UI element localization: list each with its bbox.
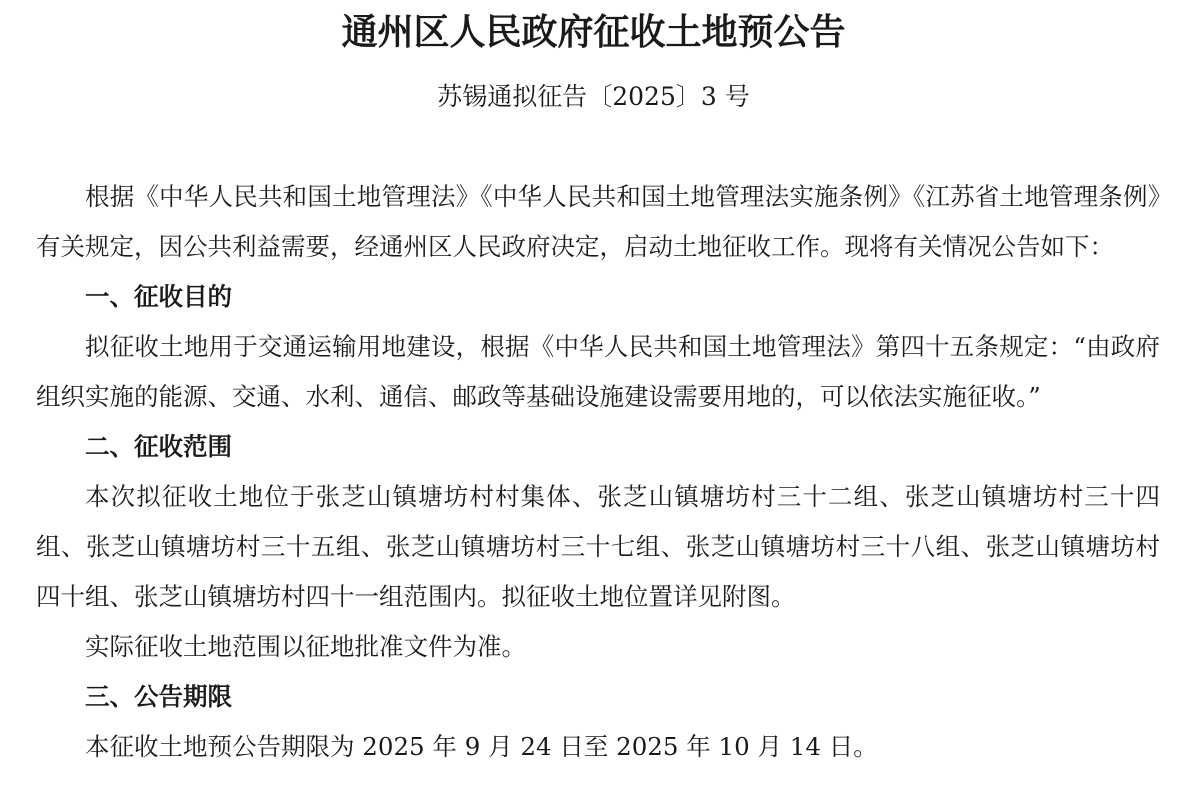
document-body — [36, 172, 1160, 772]
intro-paragraph: 根据《中华人民共和国土地管理法》《中华人民共和国土地管理法实施条例》《江苏省土地管理条例》有关规定，因公共利益需要，经通州区人民政府决定，启动土地征收工作。现将有关情况公告如下： — [36, 182, 1160, 261]
period-paragraph: 本征收土地预公告期限为 2025 年 9 月 24 日至 2025 年 10 月 14 日。 — [85, 732, 878, 761]
scope-paragraph: 本次拟征收土地位于张芝山镇塘坊村村集体、张芝山镇塘坊村三十二组、张芝山镇塘坊村三十四组、张芝山镇塘坊村三十五组、张芝山镇塘坊村三十七组、张芝山镇塘坊村三十八组、张芝山镇塘坊村四十组、张芝山镇塘坊村四十一组范围内。拟征收土地位置详见附图。 — [36, 482, 1160, 611]
document-number: 苏锡通拟征告〔2025〕3 号 — [437, 82, 750, 111]
section-heading-period: 三、公告期限 — [85, 682, 232, 711]
scope-note-paragraph: 实际征收土地范围以征地批准文件为准。 — [85, 632, 526, 661]
section-heading-purpose: 一、征收目的 — [85, 282, 232, 311]
section-heading-scope: 二、征收范围 — [85, 432, 232, 461]
document-title: 通州区人民政府征收土地预公告 — [341, 12, 846, 53]
purpose-paragraph: 拟征收土地用于交通运输用地建设，根据《中华人民共和国土地管理法》第四十五条规定：“由政府组织实施的能源、交通、水利、通信、邮政等基础设施建设需要用地的，可以依法实施征收。” — [36, 332, 1160, 411]
